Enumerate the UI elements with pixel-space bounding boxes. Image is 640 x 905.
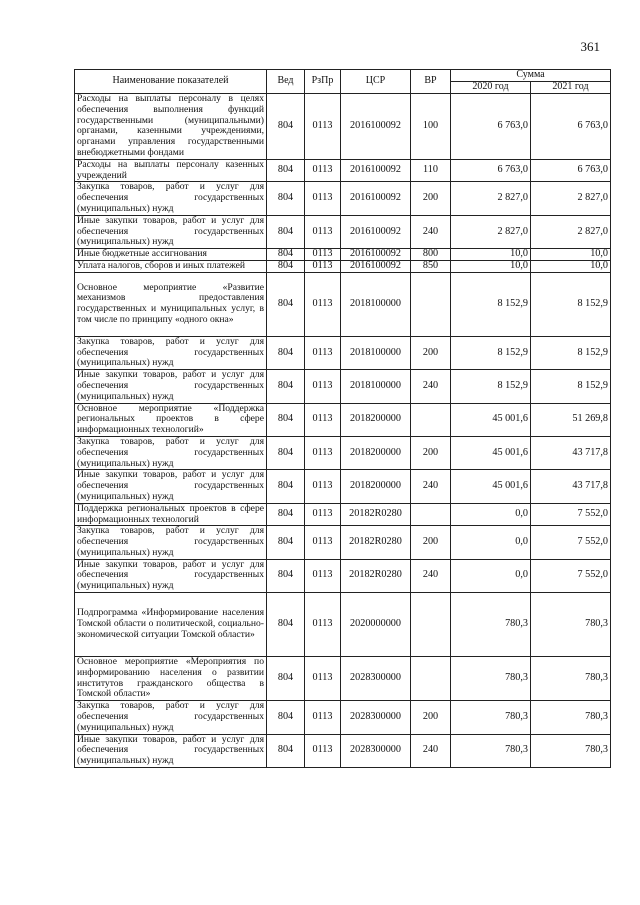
- row-sum-2020: 45 001,6: [451, 436, 531, 469]
- row-ved: 804: [267, 272, 305, 336]
- row-rzpr: 0113: [305, 701, 341, 734]
- row-sum-2020: 0,0: [451, 526, 531, 559]
- header-ved: Вед: [267, 70, 305, 94]
- row-sum-2020: 0,0: [451, 503, 531, 526]
- row-vr: [411, 403, 451, 436]
- row-rzpr: 0113: [305, 182, 341, 215]
- row-rzpr: 0113: [305, 470, 341, 503]
- row-sum-2021: 7 552,0: [531, 559, 611, 592]
- row-ved: 804: [267, 403, 305, 436]
- row-name: Поддержка региональных проектов в сфере информационных технологий: [75, 503, 267, 526]
- row-name: Иные закупки товаров, работ и услуг для обеспечения государственных (муниципальных) нужд: [75, 559, 267, 592]
- row-vr: 800: [411, 249, 451, 261]
- row-name: Иные закупки товаров, работ и услуг для обеспечения государственных (муниципальных) нужд: [75, 470, 267, 503]
- row-ved: 804: [267, 260, 305, 272]
- row-sum-2021: 7 552,0: [531, 526, 611, 559]
- row-csr: 2028300000: [341, 734, 411, 767]
- table-row: [75, 470, 611, 503]
- row-name: Основное мероприятие «Поддержка региональных проектов в сфере информационных технологий»: [75, 403, 267, 436]
- row-vr: [411, 272, 451, 336]
- table-body: [75, 94, 611, 768]
- row-rzpr: 0113: [305, 559, 341, 592]
- row-csr: 2020000000: [341, 593, 411, 657]
- row-sum-2021: 8 152,9: [531, 272, 611, 336]
- row-name: Расходы на выплаты персоналу казенных учреждений: [75, 159, 267, 182]
- row-rzpr: 0113: [305, 272, 341, 336]
- row-csr: 2018200000: [341, 470, 411, 503]
- table-header: [75, 70, 611, 94]
- row-ved: 804: [267, 249, 305, 261]
- budget-table: [74, 69, 611, 768]
- row-rzpr: 0113: [305, 215, 341, 248]
- row-sum-2020: 6 763,0: [451, 94, 531, 160]
- table-row: [75, 403, 611, 436]
- row-name: Закупка товаров, работ и услуг для обеспечения государственных (муниципальных) нужд: [75, 182, 267, 215]
- row-ved: 804: [267, 336, 305, 369]
- row-ved: 804: [267, 470, 305, 503]
- table-row: [75, 159, 611, 182]
- row-csr: 20182R0280: [341, 559, 411, 592]
- page-number: 361: [580, 39, 600, 54]
- table-row: [75, 657, 611, 701]
- row-sum-2021: 10,0: [531, 249, 611, 261]
- row-rzpr: 0113: [305, 94, 341, 160]
- row-ved: 804: [267, 436, 305, 469]
- row-sum-2020: 780,3: [451, 657, 531, 701]
- row-sum-2021: 51 269,8: [531, 403, 611, 436]
- row-csr: 2018100000: [341, 370, 411, 403]
- row-ved: 804: [267, 701, 305, 734]
- row-csr: 2016100092: [341, 182, 411, 215]
- row-vr: 200: [411, 436, 451, 469]
- row-ved: 804: [267, 503, 305, 526]
- row-sum-2020: 10,0: [451, 260, 531, 272]
- row-sum-2020: 780,3: [451, 734, 531, 767]
- row-name: Расходы на выплаты персоналу в целях обеспечения выполнения функций государственными (муниципальными) органами, казенными учреждениями, органами управления государственными внебюджетными фондами: [75, 94, 267, 160]
- row-sum-2021: 2 827,0: [531, 215, 611, 248]
- row-name: Закупка товаров, работ и услуг для обеспечения государственных (муниципальных) нужд: [75, 701, 267, 734]
- header-sum: Сумма: [451, 70, 611, 82]
- row-ved: 804: [267, 657, 305, 701]
- row-sum-2020: 6 763,0: [451, 159, 531, 182]
- row-sum-2021: 780,3: [531, 701, 611, 734]
- table-row: [75, 593, 611, 657]
- row-ved: 804: [267, 734, 305, 767]
- row-rzpr: 0113: [305, 260, 341, 272]
- row-ved: 804: [267, 593, 305, 657]
- row-rzpr: 0113: [305, 734, 341, 767]
- row-ved: 804: [267, 182, 305, 215]
- header-vr: ВР: [411, 70, 451, 94]
- row-name: Иные закупки товаров, работ и услуг для обеспечения государственных (муниципальных) нужд: [75, 215, 267, 248]
- row-name: Подпрограмма «Информирование населения Томской области о политической, социально-экономической ситуации Томской области»: [75, 593, 267, 657]
- row-sum-2020: 780,3: [451, 593, 531, 657]
- row-sum-2021: 8 152,9: [531, 336, 611, 369]
- table-row: [75, 260, 611, 272]
- row-vr: 110: [411, 159, 451, 182]
- row-rzpr: 0113: [305, 657, 341, 701]
- row-vr: 200: [411, 701, 451, 734]
- row-sum-2021: 43 717,8: [531, 470, 611, 503]
- row-csr: 2018100000: [341, 336, 411, 369]
- row-ved: 804: [267, 94, 305, 160]
- row-sum-2020: 780,3: [451, 701, 531, 734]
- row-name: Закупка товаров, работ и услуг для обеспечения государственных (муниципальных) нужд: [75, 436, 267, 469]
- row-rzpr: 0113: [305, 336, 341, 369]
- row-sum-2021: 7 552,0: [531, 503, 611, 526]
- table-row: [75, 559, 611, 592]
- row-sum-2020: 8 152,9: [451, 272, 531, 336]
- row-name: Основное мероприятие «Мероприятия по информированию населения о развитии институтов гражданского общества в Томской области»: [75, 657, 267, 701]
- table-row: [75, 215, 611, 248]
- row-csr: 2018200000: [341, 403, 411, 436]
- row-vr: 240: [411, 215, 451, 248]
- row-vr: [411, 503, 451, 526]
- row-sum-2020: 10,0: [451, 249, 531, 261]
- header-year-2021: 2021 год: [531, 82, 611, 94]
- row-ved: 804: [267, 526, 305, 559]
- row-sum-2020: 45 001,6: [451, 470, 531, 503]
- row-rzpr: 0113: [305, 593, 341, 657]
- row-name: Закупка товаров, работ и услуг для обеспечения государственных (муниципальных) нужд: [75, 526, 267, 559]
- row-vr: 200: [411, 526, 451, 559]
- row-sum-2021: 6 763,0: [531, 94, 611, 160]
- row-sum-2021: 780,3: [531, 657, 611, 701]
- row-vr: 200: [411, 336, 451, 369]
- row-sum-2020: 2 827,0: [451, 182, 531, 215]
- table-row: [75, 526, 611, 559]
- row-name: Иные закупки товаров, работ и услуг для обеспечения государственных (муниципальных) нужд: [75, 734, 267, 767]
- row-name: Основное мероприятие «Развитие механизмов предоставления государственных и муниципальных услуг, в том числе по принципу «одного окна»: [75, 272, 267, 336]
- row-vr: 100: [411, 94, 451, 160]
- row-csr: 2016100092: [341, 159, 411, 182]
- row-sum-2021: 780,3: [531, 593, 611, 657]
- row-name: Уплата налогов, сборов и иных платежей: [75, 260, 267, 272]
- row-csr: 2018100000: [341, 272, 411, 336]
- row-rzpr: 0113: [305, 503, 341, 526]
- row-rzpr: 0113: [305, 436, 341, 469]
- row-sum-2020: 0,0: [451, 559, 531, 592]
- row-sum-2020: 45 001,6: [451, 403, 531, 436]
- row-name: Иные закупки товаров, работ и услуг для обеспечения государственных (муниципальных) нужд: [75, 370, 267, 403]
- table-row: [75, 370, 611, 403]
- row-rzpr: 0113: [305, 159, 341, 182]
- row-vr: 200: [411, 182, 451, 215]
- row-csr: 2028300000: [341, 701, 411, 734]
- row-vr: [411, 657, 451, 701]
- row-rzpr: 0113: [305, 526, 341, 559]
- row-sum-2021: 10,0: [531, 260, 611, 272]
- table-row: [75, 94, 611, 160]
- row-vr: 850: [411, 260, 451, 272]
- row-vr: 240: [411, 734, 451, 767]
- header-name: Наименование показателей: [75, 70, 267, 94]
- header-year-2020: 2020 год: [451, 82, 531, 94]
- row-csr: 2016100092: [341, 94, 411, 160]
- table-row: [75, 503, 611, 526]
- row-sum-2021: 2 827,0: [531, 182, 611, 215]
- row-rzpr: 0113: [305, 249, 341, 261]
- row-csr: 2028300000: [341, 657, 411, 701]
- header-rzpr: РзПр: [305, 70, 341, 94]
- table-row: [75, 336, 611, 369]
- row-vr: [411, 593, 451, 657]
- row-ved: 804: [267, 215, 305, 248]
- row-sum-2021: 8 152,9: [531, 370, 611, 403]
- row-csr: 2016100092: [341, 249, 411, 261]
- row-vr: 240: [411, 559, 451, 592]
- row-sum-2021: 43 717,8: [531, 436, 611, 469]
- row-sum-2021: 6 763,0: [531, 159, 611, 182]
- row-vr: 240: [411, 470, 451, 503]
- row-sum-2020: 8 152,9: [451, 336, 531, 369]
- table-row: [75, 249, 611, 261]
- row-ved: 804: [267, 559, 305, 592]
- row-rzpr: 0113: [305, 370, 341, 403]
- row-name: Закупка товаров, работ и услуг для обеспечения государственных (муниципальных) нужд: [75, 336, 267, 369]
- row-csr: 2016100092: [341, 215, 411, 248]
- table-row: [75, 436, 611, 469]
- row-name: Иные бюджетные ассигнования: [75, 249, 267, 261]
- row-sum-2020: 8 152,9: [451, 370, 531, 403]
- table-row: [75, 182, 611, 215]
- row-ved: 804: [267, 370, 305, 403]
- row-csr: 2016100092: [341, 260, 411, 272]
- table-row: [75, 734, 611, 767]
- row-csr: 20182R0280: [341, 526, 411, 559]
- header-csr: ЦСР: [341, 70, 411, 94]
- row-rzpr: 0113: [305, 403, 341, 436]
- table-row: [75, 272, 611, 336]
- row-sum-2021: 780,3: [531, 734, 611, 767]
- table-row: [75, 701, 611, 734]
- row-ved: 804: [267, 159, 305, 182]
- row-vr: 240: [411, 370, 451, 403]
- row-csr: 20182R0280: [341, 503, 411, 526]
- row-sum-2020: 2 827,0: [451, 215, 531, 248]
- row-csr: 2018200000: [341, 436, 411, 469]
